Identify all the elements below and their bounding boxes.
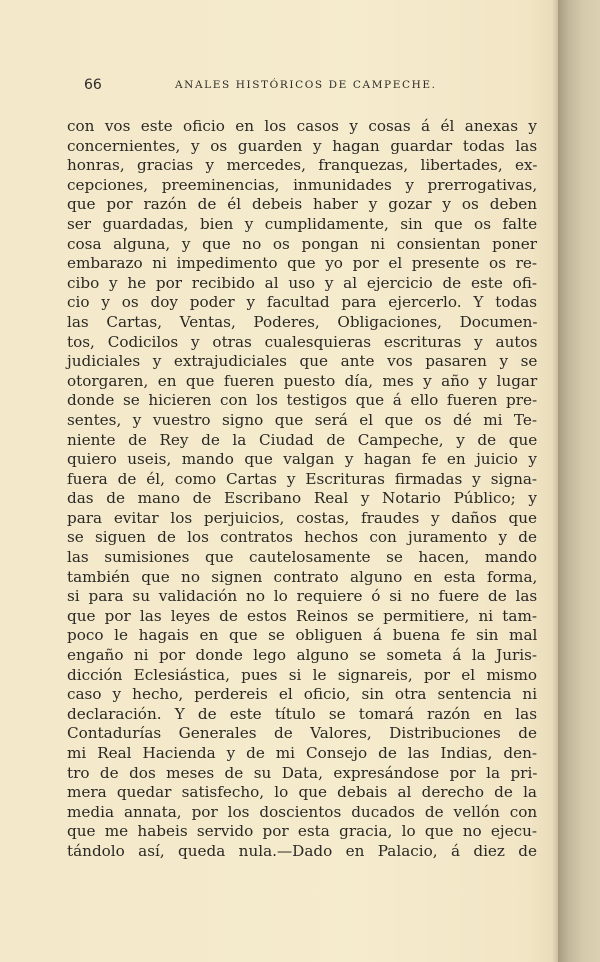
text-line: ser guardadas, bien y cumplidamente, sin que os falte xyxy=(67,214,538,233)
text-line: las sumisiones que cautelosamente se hacen, mando xyxy=(67,548,537,567)
text-line: media annata, por los doscientos ducados de vellón con xyxy=(67,802,538,821)
text-line: concernientes, y os guarden y hagan guardar todas las xyxy=(67,136,538,155)
text-line: tándolo así, queda nula.—Dado en Palacio, á diez de xyxy=(67,841,537,860)
text-line: judiciales y extrajudiciales que ante vos pasaren y se xyxy=(67,352,538,371)
text-line: para evitar los perjuicios, costas, fraudes y daños que xyxy=(67,508,537,527)
page-number: 66 xyxy=(84,77,102,93)
text-line: con vos este oficio en los casos y cosas á él anexas y xyxy=(67,117,537,135)
text-line: caso y hecho, perdereis el oficio, sin otra sentencia ni xyxy=(67,685,538,704)
text-line: declaración. Y de este título se tomará razón en las xyxy=(67,704,537,723)
text-line: sentes, y vuestro signo que será el que os dé mi Te- xyxy=(67,410,537,429)
text-line: cio y os doy poder y facultad para ejercerlo. Y todas xyxy=(67,293,538,312)
text-line: dicción Eclesiástica, pues si le signareis, por el mismo xyxy=(67,665,537,684)
text-line: cosa alguna, y que no os pongan ni consientan poner xyxy=(67,234,537,253)
text-line: otorgaren, en que fueren puesto día, mes y año y lugar xyxy=(67,371,538,390)
text-line: honras, gracias y mercedes, franquezas, libertades, ex- xyxy=(67,156,538,175)
text-line: poco le hagais en que se obliguen á buena fe sin mal xyxy=(67,626,538,645)
text-line: que me habeis servido por esta gracia, lo que no ejecu- xyxy=(67,822,537,841)
text-line: embarazo ni impedimento que yo por el presente os re- xyxy=(67,254,537,273)
text-line: Contadurías Generales de Valores, Distribuciones de xyxy=(67,724,537,743)
text-line: mera quedar satisfecho, lo que debais al derecho de la xyxy=(67,783,537,802)
text-line: tro de dos meses de su Data, expresándose por la pri- xyxy=(67,763,538,782)
text-line: también que no signen contrato alguno en esta forma, xyxy=(67,567,538,586)
text-line: niente de Rey de la Ciudad de Campeche, y de que xyxy=(67,430,538,449)
text-line: fuera de él, como Cartas y Escrituras firmadas y signa- xyxy=(67,469,538,488)
text-line: engaño ni por donde lego alguno se someta á la Juris- xyxy=(67,646,538,665)
text-line: cibo y he por recibido al uso y al ejercicio de este ofi- xyxy=(67,273,537,292)
book-gutter-shadow xyxy=(558,0,600,962)
text-line: tos, Codicilos y otras cualesquieras escrituras y autos xyxy=(67,332,538,351)
running-title: ANALES HISTÓRICOS DE CAMPECHE. xyxy=(175,79,437,91)
text-line: das de mano de Escribano Real y Notario Público; y xyxy=(67,489,537,508)
page-header xyxy=(84,77,544,97)
text-line: las Cartas, Ventas, Poderes, Obligaciones, Documen- xyxy=(67,312,538,331)
text-line: que por razón de él debeis haber y gozar y os deben xyxy=(67,195,537,214)
text-line: cepciones, preeminencias, inmunidades y prerrogativas, xyxy=(67,175,538,194)
text-line: si para su validación no lo requiere ó si no fuere de las xyxy=(67,587,538,606)
text-line: mi Real Hacienda y de mi Consejo de las Indias, den- xyxy=(67,744,537,762)
text-line: quiero useis, mando que valgan y hagan fe en juicio y xyxy=(67,450,537,469)
body-text xyxy=(67,117,537,862)
text-line: se siguen de los contratos hechos con juramento y de xyxy=(67,528,537,547)
text-line: que por las leyes de estos Reinos se permitiere, ni tam- xyxy=(67,606,537,625)
text-line: donde se hicieren con los testigos que á ello fueren pre- xyxy=(67,391,538,410)
